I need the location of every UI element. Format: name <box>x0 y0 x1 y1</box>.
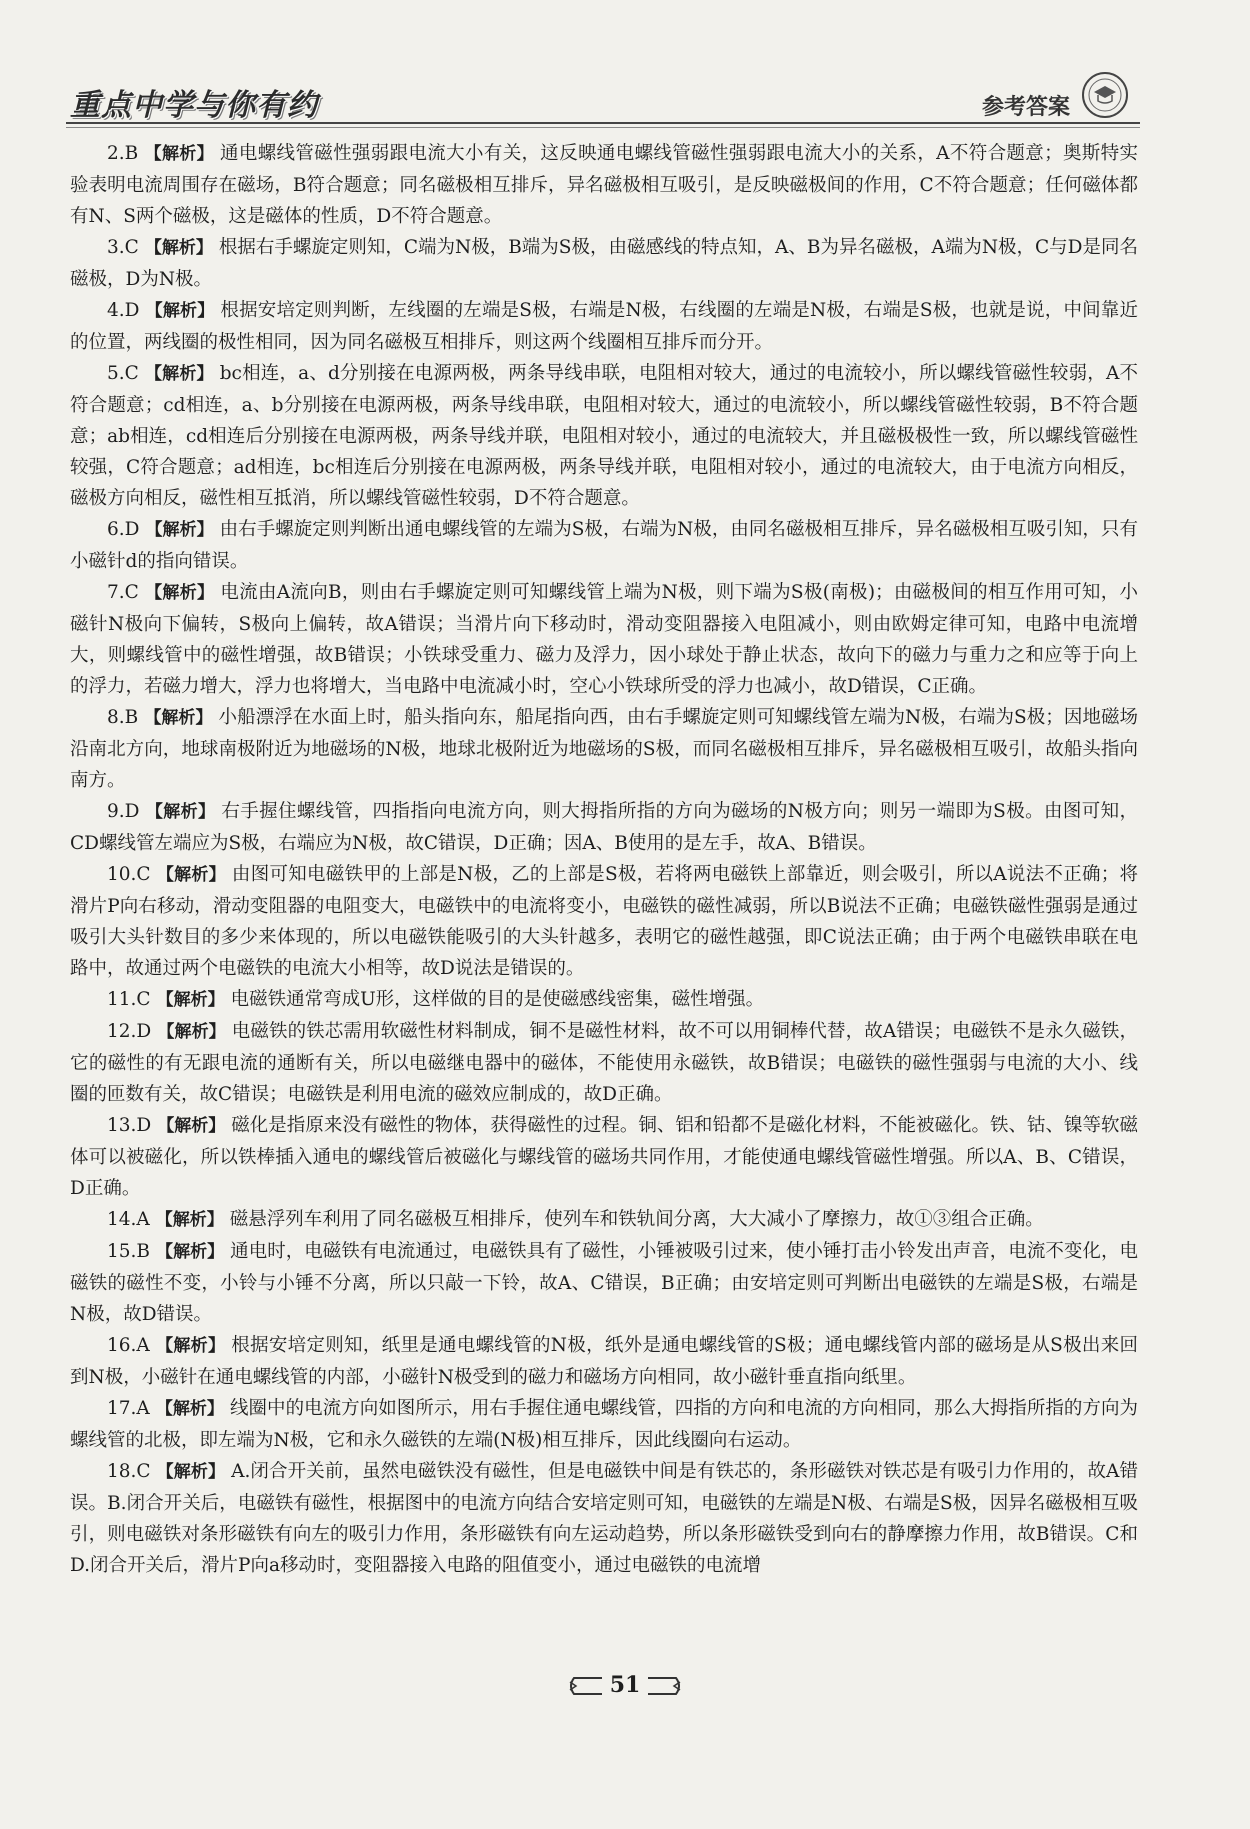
question-number: 7. <box>107 582 125 603</box>
answer-item <box>70 514 1138 577</box>
analysis-tag: 【解析】 <box>145 802 216 822</box>
question-number: 17. <box>107 1398 137 1419</box>
question-number: 14. <box>107 1209 137 1230</box>
answer-choice: B <box>136 1241 151 1262</box>
analysis-tag: 【解析】 <box>155 1210 224 1230</box>
question-number: 11. <box>107 989 137 1010</box>
answer-item <box>70 295 1138 358</box>
answer-item <box>70 796 1138 859</box>
section-title: 参考答案 <box>981 94 1070 120</box>
answer-list <box>70 138 1138 1581</box>
answer-choice: A <box>136 1335 150 1356</box>
answer-item <box>70 577 1138 702</box>
question-number: 13. <box>107 1115 137 1136</box>
analysis-tag: 【解析】 <box>157 1022 226 1042</box>
question-number: 10. <box>107 864 137 885</box>
analysis-text: 根据安培定则知，纸里是通电螺线管的N极，纸外是通电螺线管的S极；通电螺线管内部的磁场是从S极出来回到N极，小磁针在通电螺线管的内部，小磁针N极受到的磁力和磁场方向相同，故小磁针垂直指向纸里。 <box>70 1335 1138 1388</box>
analysis-text: 根据安培定则判断，左线圈的左端是S极，右端是N极，右线圈的左端是N极，右端是S极，也就是说，中间靠近的位置，两线圈的极性相同，因为同名磁极互相排斥，则这两个线圈相互排斥而分开。 <box>70 300 1138 353</box>
book-brand-title: 重点中学与你有约 <box>70 88 318 123</box>
question-number: 9. <box>107 801 125 822</box>
analysis-text: 右手握住螺线管，四指指向电流方向，则大拇指所指的方向为磁场的N极方向；则另一端即为S极。由图可知，CD螺线管左端应为S极，右端应为N极，故C错误，D正确；因A、B使用的是左手，故A、B错误。 <box>70 801 1138 854</box>
answer-choice: D <box>136 1115 152 1136</box>
right-scroll-ornament-icon <box>646 1674 684 1698</box>
analysis-text: 磁化是指原来没有磁性的物体，获得磁性的过程。铜、铝和铅都不是磁化材料，不能被磁化。铁、钴、镍等软磁体可以被磁化，所以铁棒插入通电的螺线管后被磁化与螺线管的磁场共同作用，才能使通电螺线管磁性增强。所以A、B、C错误，D正确。 <box>70 1115 1138 1199</box>
analysis-tag: 【解析】 <box>144 708 213 728</box>
question-number: 4. <box>107 300 125 321</box>
analysis-text: 由图可知电磁铁甲的上部是N极，乙的上部是S极，若将两电磁铁上部靠近，则会吸引，所以A说法不正确；将滑片P向右移动，滑动变阻器的电阻变大，电磁铁中的电流将变小，电磁铁的磁性减弱，所以B说法不正确；电磁铁磁性强弱是通过吸引大头针数目的多少来体现的，所以电磁铁能吸引的大头针越多，表明它的磁性越强，即C说法正确；由于两个电磁铁串联在电路中，故通过两个电磁铁的电流大小相等，故D说法是错误的。 <box>70 864 1138 979</box>
analysis-tag: 【解析】 <box>156 1242 225 1262</box>
answer-item <box>70 1236 1138 1330</box>
analysis-tag: 【解析】 <box>155 1399 224 1419</box>
answer-item <box>70 859 1138 984</box>
analysis-tag: 【解析】 <box>157 1116 226 1136</box>
answer-choice: C <box>136 864 151 885</box>
answer-item <box>70 1204 1138 1236</box>
answer-choice: D <box>136 1021 152 1042</box>
question-number: 6. <box>107 519 125 540</box>
answer-item <box>70 984 1138 1016</box>
analysis-text: 线圈中的电流方向如图所示，用右手握住通电螺线管，四指的方向和电流的方向相同，那么大拇指所指的方向为螺线管的北极，即左端为N极，它和永久磁铁的左端(N极)相互排斥，因此线圈向右运动。 <box>70 1398 1139 1451</box>
answer-item <box>70 1110 1138 1204</box>
analysis-text: 由右手螺旋定则判断出通电螺线管的左端为S极，右端为N极，由同名磁极相互排斥，异名磁极相互吸引知，只有小磁针d的指向错误。 <box>70 519 1138 572</box>
question-number: 12. <box>107 1021 137 1042</box>
answer-choice: C <box>136 989 151 1010</box>
analysis-text: 根据右手螺旋定则知，C端为N极，B端为S极，由磁感线的特点知，A、B为异名磁极，A端为N极，C与D是同名磁极，D为N极。 <box>70 237 1139 290</box>
analysis-tag: 【解析】 <box>156 1462 226 1482</box>
analysis-tag: 【解析】 <box>145 301 215 321</box>
answer-item <box>70 358 1138 514</box>
analysis-text: 磁悬浮列车利用了同名磁极互相排斥，使列车和铁轨间分离，大大减小了摩擦力，故①③组合正确。 <box>229 1209 1044 1230</box>
page-number-badge <box>566 1672 685 1698</box>
analysis-tag: 【解析】 <box>144 364 214 384</box>
answer-item <box>70 702 1138 796</box>
page-header <box>60 70 1140 126</box>
school-emblem-icon <box>1080 70 1130 120</box>
analysis-text: 通电螺线管磁性强弱跟电流大小有关，这反映通电螺线管磁性强弱跟电流大小的关系，A不符合题意；奥斯特实验表明电流周围存在磁场，B符合题意；同名磁极相互排斥，异名磁极相互吸引，是反映磁极间的作用，C不符合题意；任何磁体都有N、S两个磁极，这是磁体的性质，D不符合题意。 <box>70 143 1138 227</box>
answer-choice: D <box>124 519 140 540</box>
analysis-tag: 【解析】 <box>144 144 214 164</box>
analysis-text: 电磁铁通常弯成U形，这样做的目的是使磁感线密集，磁性增强。 <box>230 989 765 1010</box>
analysis-tag: 【解析】 <box>144 238 213 258</box>
header-rule <box>66 122 1140 128</box>
answer-choice: C <box>124 237 139 258</box>
question-number: 18. <box>107 1461 137 1482</box>
answer-choice: B <box>124 143 139 164</box>
analysis-text: 通电时，电磁铁有电流通过，电磁铁具有了磁性，小锤被吸引过来，使小锤打击小铃发出声音，电流不变化，电磁铁的磁性不变，小铃与小锤不分离，所以只敲一下铃，故A、C错误，B正确；由安培定则可判断出电磁铁的左端是S极，右端是N极，故D错误。 <box>70 1241 1138 1325</box>
answer-item <box>70 1330 1138 1393</box>
answer-choice: A <box>136 1398 150 1419</box>
answer-choice: D <box>124 801 140 822</box>
left-scroll-ornament-icon <box>566 1674 604 1698</box>
answer-item <box>70 232 1138 295</box>
analysis-tag: 【解析】 <box>156 990 225 1010</box>
answer-choice: C <box>136 1461 151 1482</box>
question-number: 5. <box>107 363 125 384</box>
analysis-text: A.闭合开关前，虽然电磁铁没有磁性，但是电磁铁中间是有铁芯的，条形磁铁对铁芯是有吸引力作用的，故A错误。B.闭合开关后，电磁铁有磁性，根据图中的电流方向结合安培定则可知，电磁铁的左端是N极、右端是S极，因异名磁极相互吸引，则电磁铁对条形磁铁有向左的吸引力作用，条形磁铁有向左运动趋势，所以条形磁铁受到向右的静摩擦力作用，故B错误。C和D.闭合开关后，滑片P向a移动时，变阻器接入电路的阻值变小，通过电磁铁的电流增 <box>70 1461 1139 1576</box>
analysis-text: 电流由A流向B，则由右手螺旋定则可知螺线管上端为N极，则下端为S极(南极)；由磁极间的相互作用可知，小磁针N极向下偏转，S极向上偏转，故A错误；当滑片向下移动时，滑动变阻器接入电阻减小，则由欧姆定律可知，电路中电流增大，则螺线管中的磁性增强，故B错误；小铁球受重力、磁力及浮力，因小球处于静止状态，故向下的磁力与重力之和应等于向上的浮力，若磁力增大，浮力也将增大，当电路中电流减小时，空心小铁球所受的浮力也减小，故D错误，C正确。 <box>70 582 1139 697</box>
analysis-tag: 【解析】 <box>144 583 215 603</box>
question-number: 16. <box>107 1335 137 1356</box>
answer-item <box>70 1016 1138 1110</box>
answer-choice: B <box>124 707 139 728</box>
answer-choice: C <box>124 363 139 384</box>
question-number: 2. <box>107 143 125 164</box>
analysis-tag: 【解析】 <box>145 520 214 540</box>
analysis-text: 电磁铁的铁芯需用软磁性材料制成，铜不是磁性材料，故不可以用铜棒代替，故A错误；电磁铁不是永久磁铁，它的磁性的有无跟电流的通断有关，所以电磁继电器中的磁体，不能使用永磁铁，故B错误；电磁铁的磁性强弱与电流的大小、线圈的匝数有关，故C错误；电磁铁是利用电流的磁效应制成的，故D正确。 <box>70 1021 1138 1105</box>
answer-choice: D <box>124 300 140 321</box>
analysis-tag: 【解析】 <box>156 865 226 885</box>
question-number: 15. <box>107 1241 137 1262</box>
question-number: 3. <box>107 237 125 258</box>
answer-item <box>70 1456 1138 1581</box>
question-number: 8. <box>107 707 125 728</box>
analysis-text: bc相连，a、d分别接在电源两极，两条导线串联，电阻相对较大，通过的电流较小，所以螺线管磁性较弱，A不符合题意；cd相连，a、b分别接在电源两极，两条导线串联，电阻相对较大，通过的电流较小，所以螺线管磁性较弱，B不符合题意；ab相连，cd相连后分别接在电源两极，两条导线并联，电阻相对较小，通过的电流较大，并且磁极极性一致，所以螺线管磁性较强，C符合题意；ad相连，bc相连后分别接在电源两极，两条导线并联，电阻相对较小，通过的电流较大，由于电流方向相反，磁极方向相反，磁性相互抵消，所以螺线管磁性较弱，D不符合题意。 <box>70 363 1138 509</box>
answer-item <box>70 1393 1138 1456</box>
answer-choice: C <box>124 582 139 603</box>
page-footer <box>0 1672 1250 1698</box>
analysis-text: 小船漂浮在水面上时，船头指向东，船尾指向西，由右手螺旋定则可知螺线管左端为N极，右端为S极；因地磁场沿南北方向，地球南极附近为地磁场的N极，地球北极附近为地磁场的S极，而同名磁极相互排斥，异名磁极相互吸引，故船头指向南方。 <box>70 707 1138 791</box>
answer-item <box>70 138 1138 232</box>
analysis-tag: 【解析】 <box>155 1336 226 1356</box>
page-number: 51 <box>609 1672 641 1698</box>
answer-choice: A <box>136 1209 150 1230</box>
